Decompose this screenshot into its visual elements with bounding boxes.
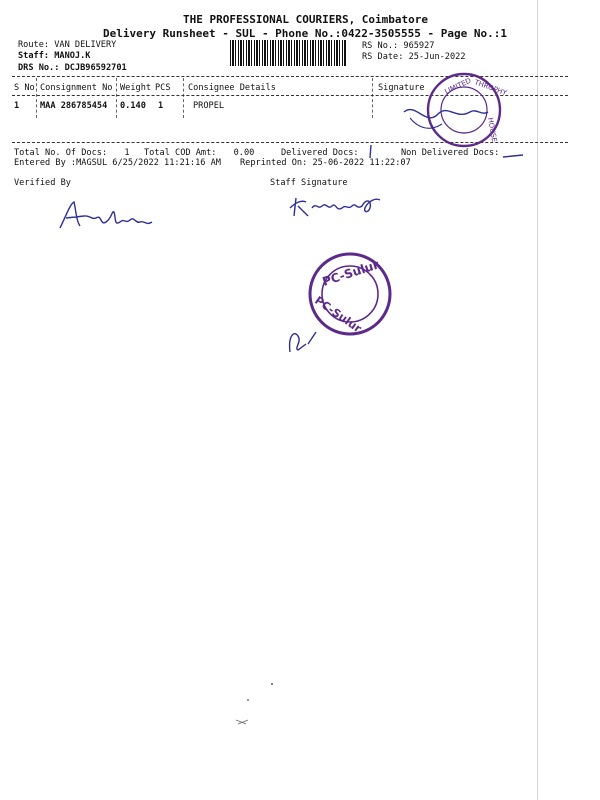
company-seal-stamp (396, 72, 506, 152)
staff-label: Staff: (18, 51, 50, 61)
row-pcs: 1 (158, 101, 164, 111)
stamp-text: PC-Sulur (320, 257, 381, 289)
entered-by-label: Entered By : (14, 158, 77, 168)
header-signature: Signature (378, 83, 425, 93)
verified-by-signature (56, 196, 166, 236)
verified-by-label: Verified By (14, 178, 71, 188)
route-label: Route: (18, 40, 50, 50)
total-docs-value: 1 (124, 148, 130, 158)
row-consignment: MAA 286785454 (40, 101, 108, 111)
drs-label: DRS No.: (18, 63, 60, 73)
header-weight: Weight (120, 83, 152, 93)
svg-text:LIMITED: LIMITED (443, 76, 473, 96)
route-value: VAN DELIVERY (54, 40, 117, 50)
company-title: THE PROFESSIONAL COURIERS, Coimbatore (183, 13, 429, 26)
rs-no-value: 965927 (403, 41, 435, 51)
runsheet-subtitle: Delivery Runsheet - SUL - Phone No.:0422-3505555 - Page No.:1 (103, 27, 507, 40)
staff-signature-handwritten (286, 188, 386, 224)
office-stamp (284, 252, 404, 362)
header-sno: S No (14, 83, 35, 93)
entered-by-value: MAGSUL 6/25/2022 11:21:16 AM (76, 158, 221, 168)
svg-text:HOUSE: HOUSE (486, 116, 499, 143)
drs-value: DCJB96592701 (64, 63, 127, 73)
header-pcs: PCS (155, 83, 171, 93)
scan-specks (228, 680, 288, 730)
total-docs-label: Total No. Of Docs: (14, 148, 108, 158)
total-cod-label: Total COD Amt: (144, 148, 217, 158)
row-consignee: PROPEL (193, 101, 225, 111)
delivered-docs-label: Delivered Docs: (281, 148, 359, 158)
rs-date-label: RS Date: (362, 52, 404, 62)
row-weight: 0.140 (120, 101, 146, 111)
staff-signature-label: Staff Signature (270, 178, 348, 188)
row-sno: 1 (14, 101, 20, 111)
rs-date-value: 25-Jun-2022 (408, 52, 466, 62)
non-delivered-docs-label: Non Delivered Docs: (401, 148, 500, 158)
rs-no-label: RS No.: (362, 41, 399, 51)
header-consignment: Consignment No (40, 83, 113, 93)
stamp-text-secondary: PC-Sulur (312, 293, 364, 336)
reprinted-label: Reprinted On: (240, 158, 308, 168)
staff-value: MANOJ.K (54, 51, 91, 61)
header-consignee: Consignee Details (188, 83, 276, 93)
total-cod-value: 0.00 (233, 148, 255, 158)
svg-text:THROPHY: THROPHY (473, 78, 508, 98)
reprinted-value: 25-06-2022 11:22:07 (312, 158, 411, 168)
